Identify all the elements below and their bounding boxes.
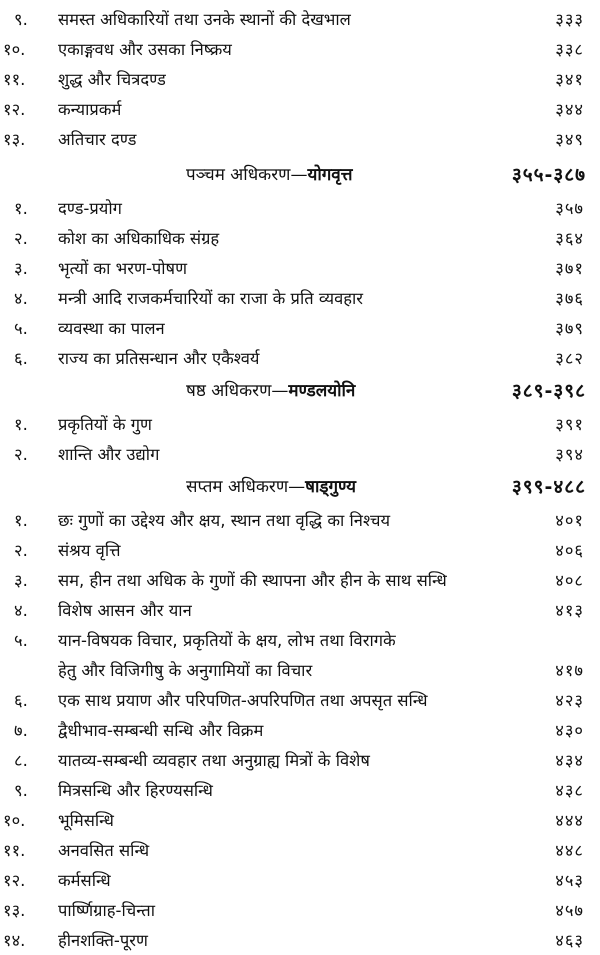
entry-number: ३. [14, 259, 28, 278]
entry-page: ४०६ [555, 541, 584, 560]
toc-entry-continuation [0, 657, 600, 685]
entry-page: ३७९ [555, 319, 584, 338]
entry-number: ९. [14, 10, 28, 29]
section-page-range: ३९९-४८८ [511, 476, 586, 498]
section-page-range: ३८९-३९८ [511, 380, 586, 402]
entry-page: ३७१ [555, 259, 584, 278]
section-label: षष्ठ अधिकरण— [186, 381, 289, 401]
entry-title: कर्मसन्धि [58, 871, 111, 890]
toc-entry [0, 927, 600, 955]
entry-number: ६. [14, 691, 28, 710]
section-name: मण्डलयोनि [288, 381, 356, 401]
toc-entry [0, 537, 600, 565]
entry-page: ३४९ [555, 130, 584, 149]
toc-entry [0, 597, 600, 625]
toc-entry [0, 96, 600, 124]
entry-number: १. [14, 415, 28, 434]
entry-title: समस्त अधिकारियों तथा उनके स्थानों की देखभाल [58, 10, 351, 29]
entry-title: हीनशक्ति-पूरण [58, 931, 148, 950]
section-label: सप्तम अधिकरण— [186, 477, 306, 497]
section-title [186, 376, 355, 406]
entry-title: सम, हीन तथा अधिक के गुणों की स्थापना और हीन के साथ सन्धि [58, 571, 447, 590]
section-title [186, 472, 356, 502]
entry-number: २. [14, 445, 28, 464]
toc-entry [0, 66, 600, 94]
entry-number: ९. [14, 781, 28, 800]
entry-page: ४३४ [555, 751, 584, 770]
toc-entry [0, 627, 600, 655]
entry-title: संश्रय वृत्ति [58, 541, 121, 560]
entry-title-continuation: हेतु और विजिगीषु के अनुगामियों का विचार [58, 661, 313, 680]
entry-page: ३९१ [555, 415, 584, 434]
entry-page: ४५३ [555, 871, 584, 890]
entry-title: अनवसित सन्धि [58, 841, 150, 860]
entry-number: ५. [14, 319, 28, 338]
entry-title: अतिचार दण्ड [58, 130, 137, 149]
toc-entry [0, 441, 600, 469]
entry-number: २. [14, 541, 28, 560]
toc-entry [0, 687, 600, 715]
entry-page: ३३३ [555, 10, 584, 29]
toc-entry [0, 225, 600, 253]
toc-entry [0, 255, 600, 283]
entry-page: ३६४ [555, 229, 584, 248]
entry-number: १४. [3, 931, 26, 950]
toc-entry [0, 807, 600, 835]
entry-page: ४३० [555, 721, 584, 740]
entry-title: एकाङ्गवध और उसका निष्क्रय [58, 40, 232, 59]
toc-entry [0, 507, 600, 535]
entry-number: ६. [14, 349, 28, 368]
entry-number: ११. [3, 70, 26, 89]
section-heading [0, 472, 600, 502]
entry-page: ४०१ [555, 511, 584, 530]
toc-entry [0, 567, 600, 595]
entry-title: यातव्य-सम्बन्धी व्यवहार तथा अनुग्राह्य मित्रों के विशेष [58, 751, 370, 770]
section-title [186, 160, 353, 190]
toc-entry [0, 897, 600, 925]
entry-title: शान्ति और उद्योग [58, 445, 160, 464]
entry-title: पार्ष्णिग्राह-चिन्ता [58, 901, 155, 920]
toc-entry [0, 6, 600, 34]
entry-title: भूमिसन्धि [58, 811, 114, 830]
section-name: षाड्गुण्य [305, 477, 356, 497]
entry-title: मन्त्री आदि राजकर्मचारियों का राजा के प्रति व्यवहार [58, 289, 364, 308]
entry-number: ११. [3, 841, 26, 860]
entry-number: १३. [3, 901, 26, 920]
section-heading [0, 376, 600, 406]
entry-page: ३८२ [555, 349, 584, 368]
entry-number: १०. [3, 811, 26, 830]
section-label: पञ्चम अधिकरण— [186, 165, 308, 185]
toc-entry [0, 285, 600, 313]
entry-page: ४३८ [555, 781, 584, 800]
section-name: योगवृत्त [307, 165, 353, 185]
entry-page: ४१७ [555, 661, 584, 680]
entry-number: ४. [14, 289, 28, 308]
entry-number: १. [14, 511, 28, 530]
entry-title: राज्य का प्रतिसन्धान और एकैश्वर्य [58, 349, 260, 368]
entry-title: शुद्ध और चित्रदण्ड [58, 70, 166, 89]
toc-entry [0, 126, 600, 154]
entry-number: १२. [3, 100, 26, 119]
entry-number: ७. [14, 721, 28, 740]
entry-page: ४१३ [555, 601, 584, 620]
entry-page: ४५७ [555, 901, 584, 920]
toc-entry [0, 837, 600, 865]
entry-title: कन्याप्रकर्म [58, 100, 122, 119]
toc-entry [0, 411, 600, 439]
entry-title: भृत्यों का भरण-पोषण [58, 259, 188, 278]
entry-title: विशेष आसन और यान [58, 601, 192, 620]
entry-page: ४६३ [555, 931, 584, 950]
entry-number: ४. [14, 601, 28, 620]
toc-entry [0, 867, 600, 895]
entry-page: ४४४ [555, 811, 584, 830]
entry-number: १३. [3, 130, 26, 149]
entry-page: ३७६ [555, 289, 584, 308]
entry-page: ४०८ [555, 571, 584, 590]
entry-number: ३. [14, 571, 28, 590]
entry-page: ३४१ [555, 70, 584, 89]
entry-number: १. [14, 199, 28, 218]
entry-number: १२. [3, 871, 26, 890]
section-page-range: ३५५-३८७ [511, 164, 586, 186]
entry-title: प्रकृतियों के गुण [58, 415, 152, 434]
entry-title: एक साथ प्रयाण और परिपणित-अपरिपणित तथा अपसृत सन्धि [58, 691, 428, 710]
entry-page: ३५७ [555, 199, 584, 218]
entry-title: छः गुणों का उद्देश्य और क्षय, स्थान तथा वृद्धि का निश्चय [58, 511, 391, 530]
entry-title: यान-विषयक विचार, प्रकृतियों के क्षय, लोभ तथा विरागके [58, 631, 396, 650]
toc-entry [0, 195, 600, 223]
toc-entry [0, 36, 600, 64]
entry-number: ८. [14, 751, 28, 770]
entry-page: ३९४ [555, 445, 584, 464]
toc-entry [0, 315, 600, 343]
toc-entry [0, 345, 600, 373]
entry-title: कोश का अधिकाधिक संग्रह [58, 229, 220, 248]
entry-page: ३४४ [555, 100, 584, 119]
entry-title: द्वैधीभाव-सम्बन्धी सन्धि और विक्रम [58, 721, 264, 740]
entry-title: दण्ड-प्रयोग [58, 199, 122, 218]
entry-page: ४४८ [555, 841, 584, 860]
entry-number: २. [14, 229, 28, 248]
entry-page: ३३८ [555, 40, 584, 59]
entry-page: ४२३ [555, 691, 584, 710]
entry-title: मित्रसन्धि और हिरण्यसन्धि [58, 781, 213, 800]
toc-entry [0, 747, 600, 775]
toc-entry [0, 717, 600, 745]
entry-number: १०. [3, 40, 26, 59]
toc-entry [0, 777, 600, 805]
section-heading [0, 160, 600, 190]
entry-number: ५. [14, 631, 28, 650]
entry-title: व्यवस्था का पालन [58, 319, 165, 338]
